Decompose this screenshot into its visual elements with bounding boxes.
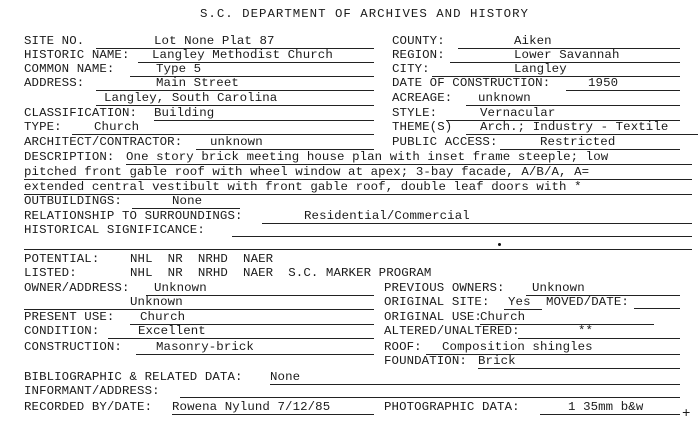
architect-value: unknown [196, 135, 374, 150]
acreage-label: ACREAGE: [392, 91, 453, 105]
previous-owners-label: PREVIOUS OWNERS: [384, 281, 505, 295]
listed-label: LISTED: [24, 266, 77, 280]
classification-label: CLASSIFICATION: [24, 106, 138, 120]
style-value: Vernacular [446, 106, 680, 121]
theme-value: Arch.; Industry - Textile [466, 120, 698, 135]
historical-significance-label: HISTORICAL SIGNIFICANCE: [24, 223, 205, 237]
potential-label: POTENTIAL: [24, 252, 100, 266]
present-use-value: Church [130, 310, 374, 325]
altered-value: ** [518, 324, 680, 339]
region-value: Lower Savannah [450, 48, 680, 63]
public-access-label: PUBLIC ACCESS: [392, 135, 498, 149]
outbuildings-label: OUTBUILDINGS: [24, 194, 122, 208]
type-label: TYPE: [24, 120, 62, 134]
historic-name-label: HISTORIC NAME: [24, 48, 130, 62]
common-name-label: COMMON NAME: [24, 62, 115, 76]
site-no-value: Lot None Plat 87 [96, 34, 374, 49]
owner-address-value: Unknown [146, 281, 374, 296]
foundation-value: Brick [478, 354, 680, 369]
recorded-by-label: RECORDED BY/DATE: [24, 400, 153, 414]
original-use-label: ORIGINAL USE: [384, 310, 482, 324]
bibliographic-value: None [270, 370, 680, 385]
construction-label: CONSTRUCTION: [24, 340, 122, 354]
address-value: Main Street [96, 76, 374, 91]
corner-mark: + [682, 406, 691, 422]
type-value: Church [72, 120, 374, 135]
bibliographic-label: BIBLIOGRAPHIC & RELATED DATA: [24, 370, 243, 384]
date-construction-value: 1950 [566, 76, 680, 91]
roof-value: Composition shingles [426, 340, 680, 355]
relationship-label: RELATIONSHIP TO SURROUNDINGS: [24, 209, 243, 223]
condition-value: Excellent [108, 324, 374, 339]
common-name-value: Type 5 [130, 62, 374, 77]
description-label: DESCRIPTION: [24, 150, 115, 164]
recorded-by-value: Rowena Nylund 7/12/85 [172, 400, 374, 415]
condition-label: CONDITION: [24, 324, 100, 338]
altered-label: ALTERED/UNALTERED: [384, 324, 520, 338]
original-use-value: Church [480, 310, 654, 325]
classification-value: Building [154, 106, 374, 121]
historical-significance-line-2 [24, 249, 692, 250]
previous-owners-value: Unknown [526, 281, 680, 296]
description-line-3: extended central vestibult with front gable roof, double leaf doors with * [24, 180, 692, 195]
informant-line [180, 397, 680, 398]
region-label: REGION: [392, 48, 445, 62]
address-line2-value: Langley, South Carolina [96, 91, 374, 106]
roof-label: ROOF: [384, 340, 422, 354]
construction-value: Masonry-brick [136, 340, 374, 355]
present-use-label: PRESENT USE: [24, 310, 115, 324]
listed-options: NHL NR NRHD NAER S.C. MARKER PROGRAM [130, 266, 432, 280]
original-site-value: Yes [504, 295, 542, 310]
foundation-label: FOUNDATION: [384, 354, 467, 368]
historical-significance-line-1 [232, 236, 692, 237]
form-title: S.C. DEPARTMENT OF ARCHIVES AND HISTORY [200, 7, 529, 21]
moved-date-label: MOVED/DATE: [546, 295, 629, 309]
description-line-2: pitched front gable roof with wheel window at apex; 3-bay facade, A/B/A, A= [24, 165, 692, 180]
moved-date-line [634, 308, 680, 309]
city-label: CITY: [392, 62, 430, 76]
description-line-1: One story brick meeting house plan with inset frame steeple; low [126, 150, 692, 165]
acreage-value: unknown [466, 91, 680, 106]
theme-label: THEME(S) [392, 120, 453, 134]
historic-name-value: Langley Methodist Church [138, 48, 374, 63]
address-label: ADDRESS: [24, 76, 85, 90]
county-label: COUNTY: [392, 34, 445, 48]
photographic-data-value: 1 35mm b&w [540, 400, 680, 415]
public-access-value: Restricted [500, 135, 680, 150]
outbuildings-value: None [132, 194, 240, 209]
county-value: Aiken [458, 34, 680, 49]
style-label: STYLE: [392, 106, 438, 120]
original-site-label: ORIGINAL SITE: [384, 295, 490, 309]
owner-address-line2: Unknown [24, 295, 374, 310]
architect-label: ARCHITECT/CONTRACTOR: [24, 135, 183, 149]
city-value: Langley [432, 62, 680, 77]
date-construction-label: DATE OF CONSTRUCTION: [392, 76, 551, 90]
informant-label: INFORMANT/ADDRESS: [24, 384, 160, 398]
owner-address-label: OWNER/ADDRESS: [24, 281, 130, 295]
site-no-label: SITE NO. [24, 34, 85, 48]
potential-options: NHL NR NRHD NAER [130, 252, 274, 266]
stray-mark [498, 243, 501, 246]
relationship-value: Residential/Commercial [262, 209, 692, 224]
photographic-data-label: PHOTOGRAPHIC DATA: [384, 400, 520, 414]
